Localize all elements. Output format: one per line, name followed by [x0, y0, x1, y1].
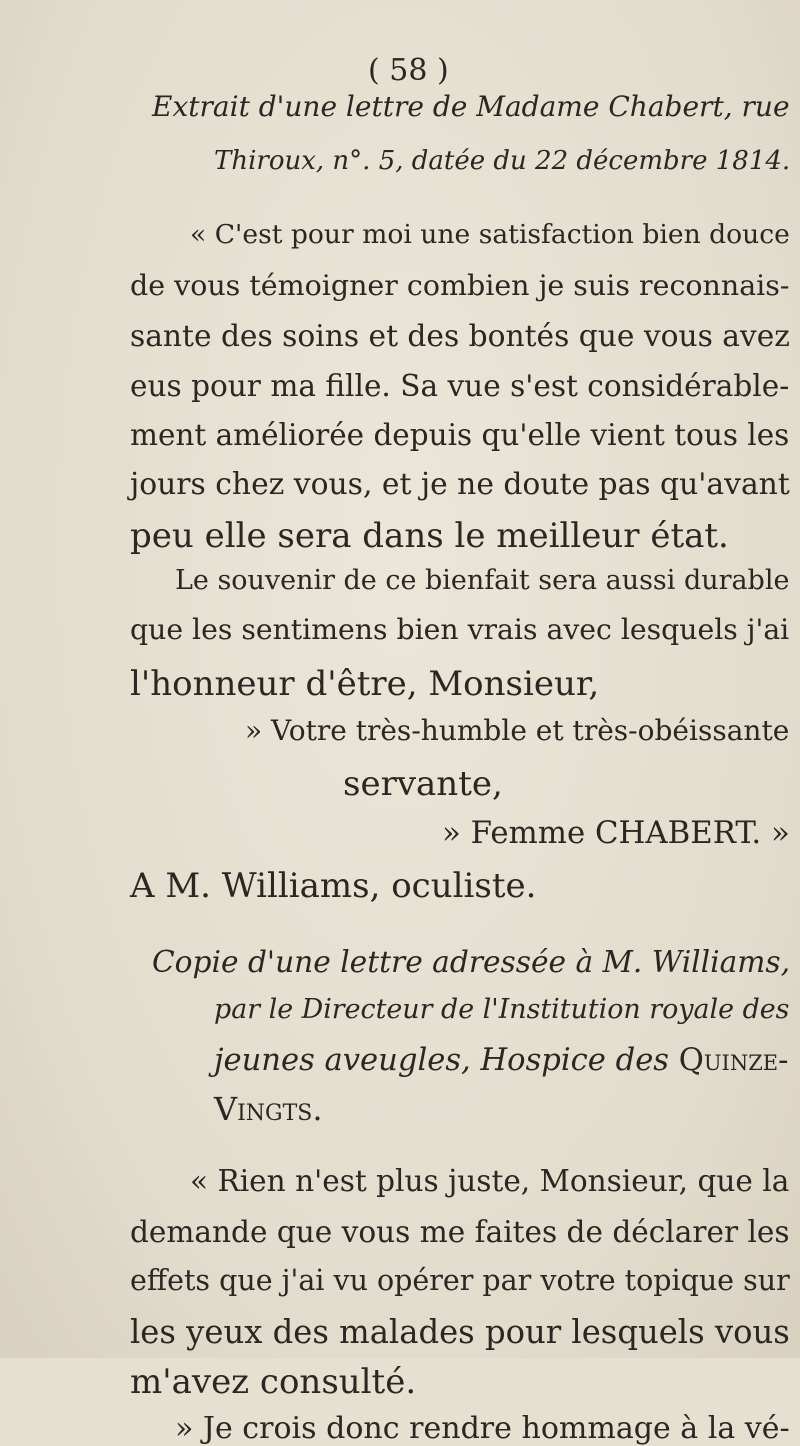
extract-heading-line-1: Extrait d'une lettre de Madame Chabert, rue	[152, 90, 790, 123]
page-number: ( 58 )	[368, 53, 449, 88]
copy-heading-line-4: Vingts.	[214, 1090, 323, 1128]
copy-heading-line-2: par le Directeur de l'Institution royale des	[214, 994, 790, 1025]
letter2-line: les yeux des malades pour lesquels vous	[130, 1313, 790, 1351]
letter1-line: que les sentimens bien vrais avec lesquels j'ai	[130, 613, 790, 646]
letter1-line: ment améliorée depuis qu'elle vient tous les	[130, 418, 790, 452]
copy-heading-line-3-text: jeunes aveugles, Hospice des	[214, 1043, 670, 1078]
letter2-line: « Rien n'est plus juste, Monsieur, que la	[190, 1164, 790, 1198]
letter2-line: m'avez consulté.	[130, 1362, 417, 1402]
letter1-line: eus pour ma fille. Sa vue s'est considérable-	[130, 369, 790, 403]
letter1-closing: servante,	[343, 764, 503, 804]
letter1-line: « C'est pour moi une satisfaction bien douce	[190, 219, 790, 250]
letter2-line: effets que j'ai vu opérer par votre topique sur	[130, 1264, 790, 1297]
letter1-line: sante des soins et des bontés que vous avez	[130, 318, 790, 353]
letter2-line: » Je crois donc rendre hommage à la vé-	[175, 1411, 790, 1446]
letter1-line: de vous témoigner combien je suis reconnais-	[130, 269, 790, 302]
copy-heading-line-1: Copie d'une lettre adressée à M. Williams,	[152, 944, 791, 979]
signature: » Femme CHABERT. »	[442, 815, 790, 851]
extract-heading-line-2: Thiroux, n°. 5, datée du 22 décembre 1814.	[214, 146, 791, 176]
letter1-line: Le souvenir de ce bienfait sera aussi durable	[175, 565, 790, 596]
copy-heading-line-3	[214, 1043, 789, 1078]
addressee: A M. Williams, oculiste.	[130, 866, 537, 906]
letter1-line: jours chez vous, et je ne doute pas qu'avant	[130, 467, 790, 502]
copy-heading-line-3-smallcaps: Quinze-	[678, 1043, 789, 1078]
letter1-line: peu elle sera dans le meilleur état.	[130, 516, 729, 556]
letter2-line: demande que vous me faites de déclarer les	[130, 1215, 790, 1249]
letter1-line: l'honneur d'être, Monsieur,	[130, 664, 600, 704]
letter1-closing: » Votre très-humble et très-obéissante	[245, 714, 790, 747]
